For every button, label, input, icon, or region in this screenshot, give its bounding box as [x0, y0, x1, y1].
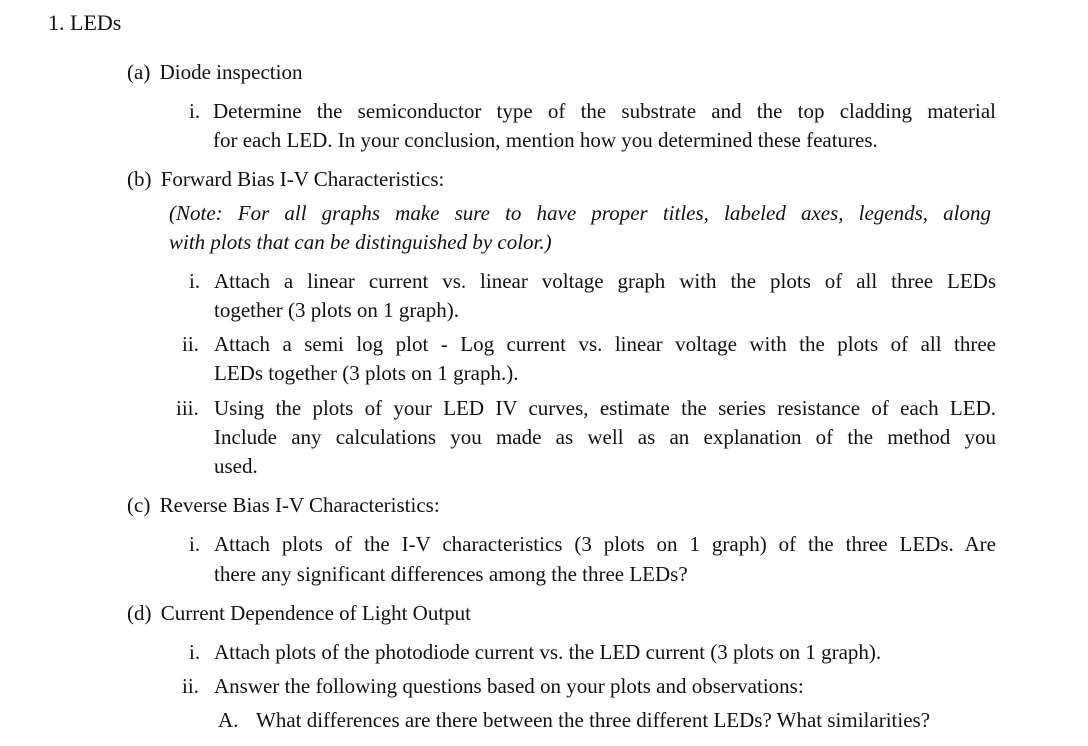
item-marker: i. — [189, 640, 201, 664]
part-label: (d) — [127, 601, 152, 625]
item-line: used. — [214, 454, 258, 478]
item-marker: ii. — [182, 332, 199, 356]
item-marker: iii. — [176, 396, 199, 420]
item-marker: i. — [189, 99, 201, 123]
note-line: with plots that can be distinguished by color.) — [169, 230, 552, 254]
part-label: (a) — [127, 60, 151, 84]
item-line: Attach a semi log plot - Log current vs. linear voltage with the plots of all three — [214, 332, 996, 356]
part-label: (b) — [127, 167, 152, 191]
section-number: 1. — [48, 10, 65, 35]
part-title: Forward Bias I-V Characteristics: — [160, 167, 445, 191]
item-line: Using the plots of your LED IV curves, estimate the series resistance of each LED. — [214, 396, 996, 420]
item-line: Attach a linear current vs. linear voltage graph with the plots of all three LEDs — [214, 269, 996, 293]
part-b-heading — [127, 165, 444, 194]
item-line: there any significant differences among the three LEDs? — [214, 562, 688, 586]
subitem-line: What differences are there between the three different LEDs? What similarities? — [256, 708, 931, 732]
item-marker: i. — [189, 532, 201, 556]
item-line: Attach plots of the I-V characteristics (3 plots on 1 graph) of the three LEDs. Are — [214, 532, 996, 556]
item-marker: ii. — [182, 674, 199, 698]
note-line: (Note: For all graphs make sure to have proper titles, labeled axes, legends, along — [169, 201, 991, 225]
part-d-heading — [127, 599, 471, 628]
item-line: for each LED. In your conclusion, mention how you determined these features. — [213, 128, 878, 152]
part-title: Diode inspection — [159, 60, 303, 84]
part-title: Reverse Bias I-V Characteristics: — [159, 493, 440, 517]
part-a-heading — [127, 58, 302, 87]
part-c-heading — [127, 491, 440, 520]
part-title: Current Dependence of Light Output — [160, 601, 471, 625]
subitem-marker: A. — [218, 708, 239, 732]
section-heading — [48, 8, 121, 37]
item-line: Determine the semiconductor type of the substrate and the top cladding material — [213, 99, 996, 123]
item-marker: i. — [189, 269, 201, 293]
section-title: LEDs — [70, 10, 122, 35]
part-label: (c) — [127, 493, 151, 517]
item-line: LEDs together (3 plots on 1 graph.). — [214, 361, 519, 385]
item-line: together (3 plots on 1 graph). — [214, 298, 459, 322]
item-line: Attach plots of the photodiode current vs. the LED current (3 plots on 1 graph). — [214, 640, 882, 664]
item-line: Include any calculations you made as well as an explanation of the method you — [214, 425, 996, 449]
item-line: Answer the following questions based on your plots and observations: — [214, 674, 804, 698]
